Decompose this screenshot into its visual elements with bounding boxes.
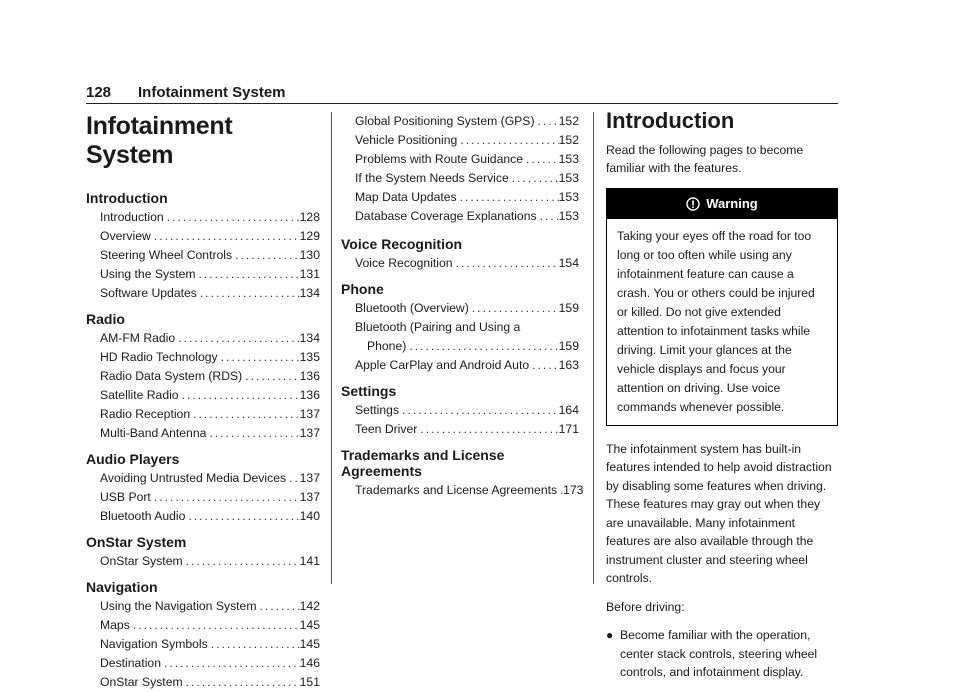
toc-entry[interactable]: Teen Driver ..... 171 [341,420,579,439]
toc-section-heading: Voice Recognition [341,236,463,252]
toc-entry[interactable]: Maps ..... 145 [86,616,320,635]
chapter-title: Infotainment System [86,112,233,169]
warning-box [606,188,838,426]
toc-entry-line2[interactable]: Phone) ..... 159 [341,337,579,356]
warning-header [607,189,837,219]
toc-section-heading: Settings [341,383,397,399]
toc-entry[interactable]: Trademarks and License Agreements ..... 173 [341,481,579,500]
toc-entry[interactable]: Database Coverage Explanations ..... 153 [341,207,579,226]
header-rule [86,103,838,104]
toc-entry[interactable]: Using the Navigation System ..... 142 [86,597,320,616]
body-paragraph: The infotainment system has built-in features intended to help avoid distraction by disabling some features when driving. These features may gray out when they are unavailable. Many infotainment features are also available through the instrument cluster and steering wheel controls. [606,441,832,585]
toc-entry[interactable]: Avoiding Untrusted Media Devices ..... 137 [86,469,320,488]
toc-section-heading: Trademarks and License Agreements [341,447,505,479]
toc-entry[interactable]: Global Positioning System (GPS) ..... 152 [341,112,579,131]
toc-entry[interactable]: Radio Reception ..... 137 [86,405,320,424]
bullet-text: Become familiar with the operation, center stack controls, steering wheel controls, and infotainment display. [620,628,818,679]
page-number: 128 [86,84,112,101]
toc-section-heading: OnStar System [86,534,187,550]
toc-entry[interactable]: HD Radio Technology ..... 135 [86,348,320,367]
toc-entry[interactable]: Bluetooth Audio ..... 140 [86,507,320,526]
toc-section-heading: Introduction [86,190,168,206]
bullet-icon: ● [606,628,614,642]
toc-entry[interactable]: USB Port ..... 137 [86,488,320,507]
toc-entry[interactable]: Map Data Updates ..... 153 [341,188,579,207]
toc-entry[interactable]: OnStar System ..... 151 [86,673,320,692]
toc-entry[interactable]: Navigation Symbols ..... 145 [86,635,320,654]
toc-entry[interactable]: Voice Recognition ..... 154 [341,254,579,273]
toc-entry[interactable]: Introduction ..... 128 [86,208,320,227]
toc-entry[interactable]: Radio Data System (RDS) ..... 136 [86,367,320,386]
column-divider [331,112,332,584]
toc-entry[interactable]: Settings ..... 164 [341,401,579,420]
toc-column-1 [86,112,320,692]
toc-entry[interactable]: AM-FM Radio ..... 134 [86,329,320,348]
toc-section-heading: Audio Players [86,451,180,467]
before-driving-label: Before driving: [606,599,685,614]
toc-entry[interactable]: Software Updates ..... 134 [86,284,320,303]
toc-entry[interactable]: Using the System ..... 131 [86,265,320,284]
introduction-column [606,108,838,682]
lead-paragraph: Read the following pages to become familiar with the features. [606,142,804,175]
toc-entry-line1[interactable]: Bluetooth (Pairing and Using a [355,320,521,334]
column-divider [593,112,594,584]
toc-entry[interactable]: Apple CarPlay and Android Auto ..... 163 [341,356,579,375]
toc-column-2 [341,112,584,500]
toc-entry[interactable]: Satellite Radio ..... 136 [86,386,320,405]
toc-entry[interactable]: Multi-Band Antenna ..... 137 [86,424,320,443]
warning-label: Warning [706,195,758,211]
toc-entry[interactable]: Bluetooth (Overview) ..... 159 [341,299,579,318]
toc-entry[interactable]: OnStar System ..... 141 [86,552,320,571]
warning-text: Taking your eyes off the road for too long or too often while using any infotainment feature can cause a crash. You or others could be injured or killed. Do not give extended attention to infotainment tasks while driving. Limit your glances at the vehicle displays and focus your attention on driving. Use voice commands whenever possible. [617,228,815,414]
toc-section-heading: Navigation [86,579,158,595]
toc-entry[interactable]: Problems with Route Guidance ..... 153 [341,150,579,169]
running-title: Infotainment System [138,84,286,101]
toc-entry[interactable]: Steering Wheel Controls ..... 130 [86,246,320,265]
toc-section-heading: Phone [341,281,384,297]
toc-entry[interactable]: If the System Needs Service ..... 153 [341,169,579,188]
section-title: Introduction [606,108,735,133]
bullet-item [606,626,838,682]
toc-entry[interactable]: Vehicle Positioning ..... 152 [341,131,579,150]
toc-entry[interactable]: Destination ..... 146 [86,654,320,673]
warning-icon [686,197,700,211]
toc-section-heading: Radio [86,311,125,327]
toc-entry[interactable]: Overview ..... 129 [86,227,320,246]
